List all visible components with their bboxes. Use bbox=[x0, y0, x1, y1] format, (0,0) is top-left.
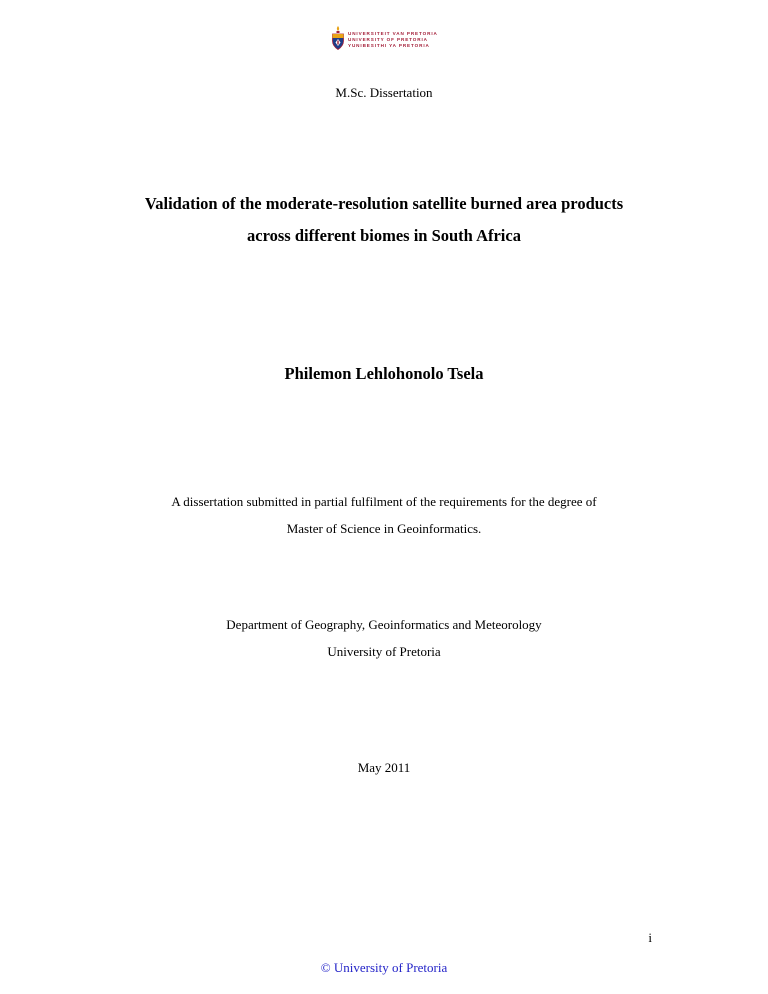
title-line-1: Validation of the moderate-resolution satellite burned area products bbox=[144, 194, 624, 213]
logo-line-afrikaans: UNIVERSITEIT VAN PRETORIA bbox=[348, 31, 438, 36]
department-block bbox=[0, 611, 768, 665]
department-name: Department of Geography, Geoinformatics and Meteorology bbox=[226, 617, 542, 632]
statement-line-1: A dissertation submitted in partial fulfilment of the requirements for the degree of bbox=[171, 494, 597, 509]
dissertation-title bbox=[0, 188, 768, 252]
document-type: M.Sc. Dissertation bbox=[335, 85, 433, 100]
logo-line-english: UNIVERSITY OF PRETORIA bbox=[348, 36, 428, 42]
university-name: University of Pretoria bbox=[327, 644, 441, 659]
submission-date: May 2011 bbox=[357, 760, 411, 775]
university-logo-text bbox=[348, 31, 438, 48]
page-number: i bbox=[648, 930, 652, 945]
copyright-notice: © University of Pretoria bbox=[320, 960, 448, 975]
author-name: Philemon Lehlohonolo Tsela bbox=[284, 364, 484, 383]
university-crest-icon bbox=[331, 25, 345, 51]
logo-line-sepedi: YUNIBESITHI YA PRETORIA bbox=[348, 42, 430, 48]
title-line-2: across different biomes in South Africa bbox=[247, 226, 521, 245]
statement-line-2: Master of Science in Geoinformatics. bbox=[286, 521, 482, 536]
submission-statement bbox=[0, 488, 768, 542]
university-logo bbox=[331, 25, 439, 55]
